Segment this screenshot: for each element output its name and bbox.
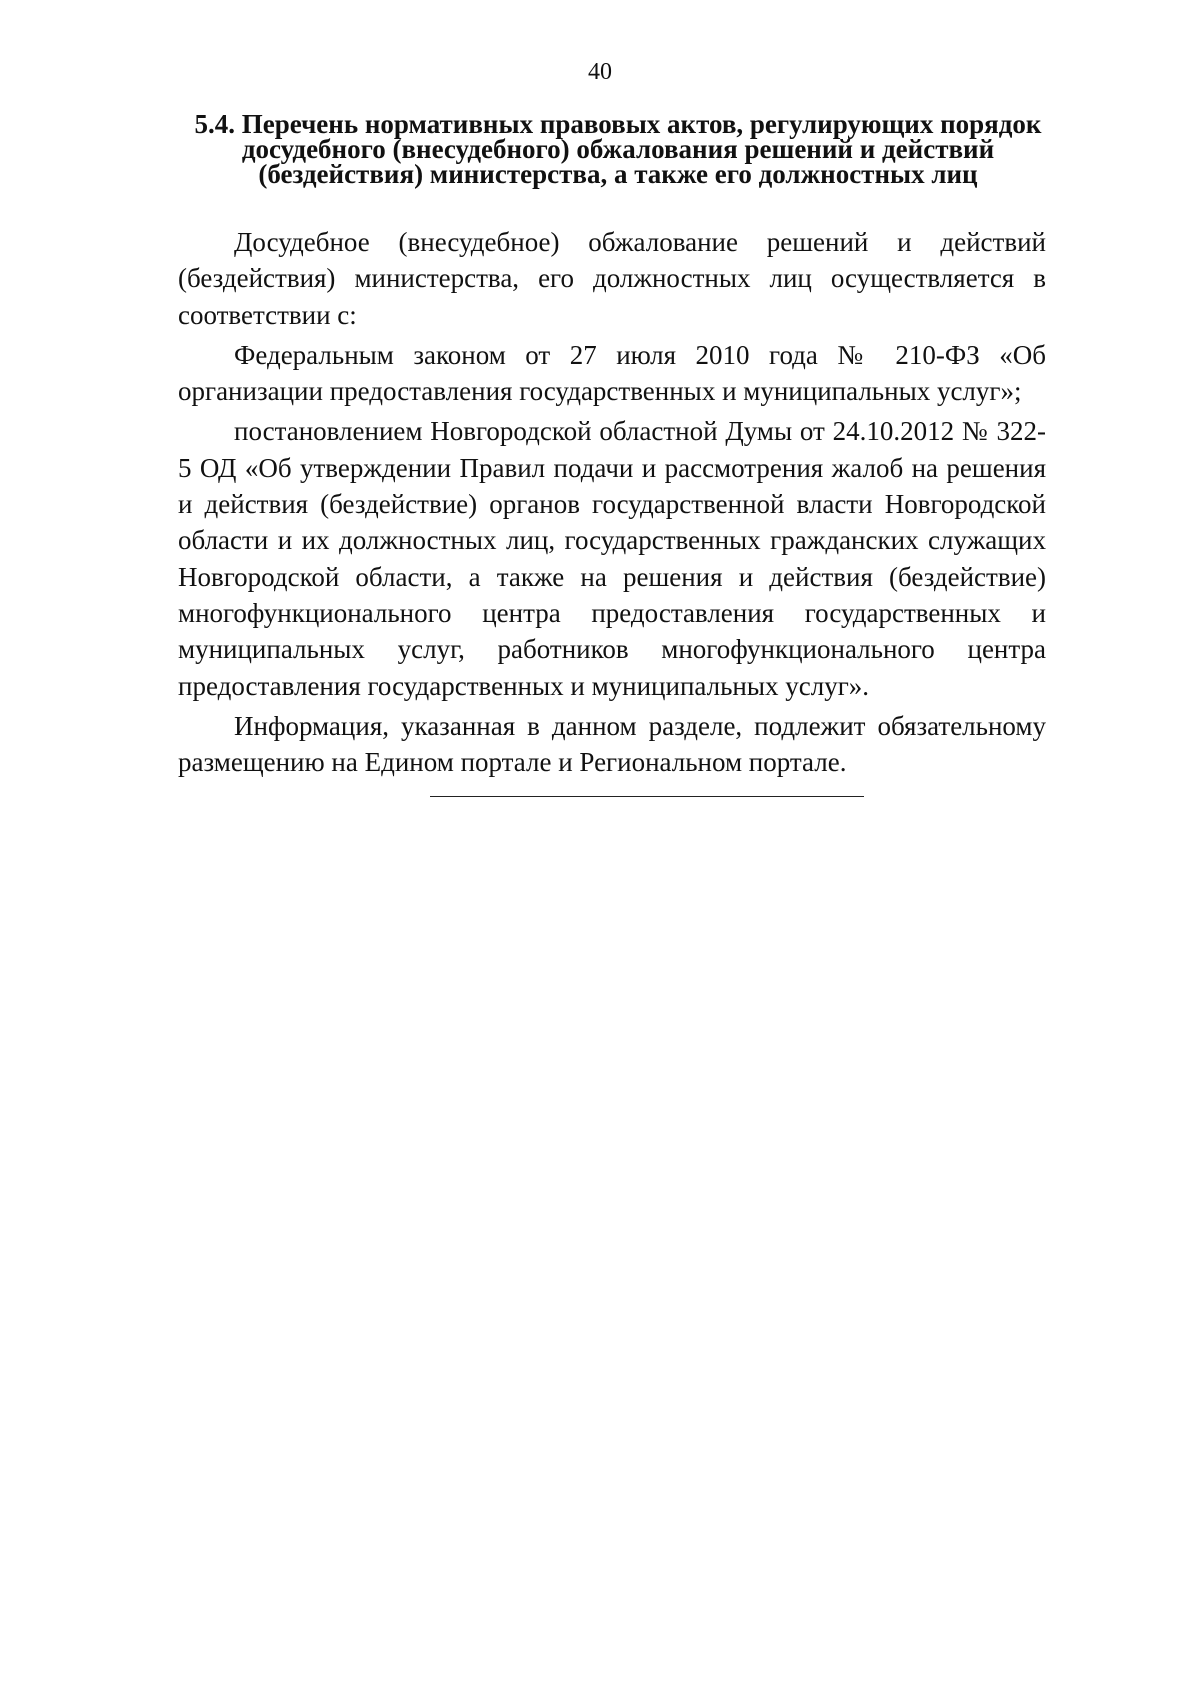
- section-body: [178, 224, 1046, 784]
- heading-line: досудебного (внесудебного) обжалования решений и действий: [241, 134, 995, 164]
- page-number: 40: [588, 59, 612, 85]
- paragraph-regional-resolution: постановлением Новгородской областной Думы от 24.10.2012 № 322-5 ОД «Об утверждении Правил подачи и рассмотрения жалоб на решения и действия (бездействие) органов государственной власти Новгородской области и их должностных лиц, государственных гражданских служащих Новгородской области, а также на решения и действия (бездействие) многофункционального центра предоставления государственных и муниципальных услуг, работников многофункционального центра предоставления государственных и муниципальных услуг».: [178, 416, 1046, 701]
- section-heading: [190, 109, 1046, 189]
- paragraph-intro: Досудебное (внесудебное) обжалование решений и действий (бездействия) министерства, его должностных лиц осуществляется в соответствии с:: [178, 227, 1046, 330]
- heading-line: (бездействия) министерства, а также его должностных лиц: [258, 159, 978, 189]
- paragraph-federal-law: Федеральным законом от 27 июля 2010 года № 210-ФЗ «Об организации предоставления государственных и муниципальных услуг»;: [178, 339, 1046, 407]
- paragraph-publication-note: Информация, указанная в данном разделе, подлежит обязательному размещению на Едином портале и Региональном портале.: [178, 710, 1046, 778]
- section-end-rule: [430, 796, 864, 797]
- heading-line: 5.4. Перечень нормативных правовых актов, регулирующих порядок: [194, 109, 1042, 139]
